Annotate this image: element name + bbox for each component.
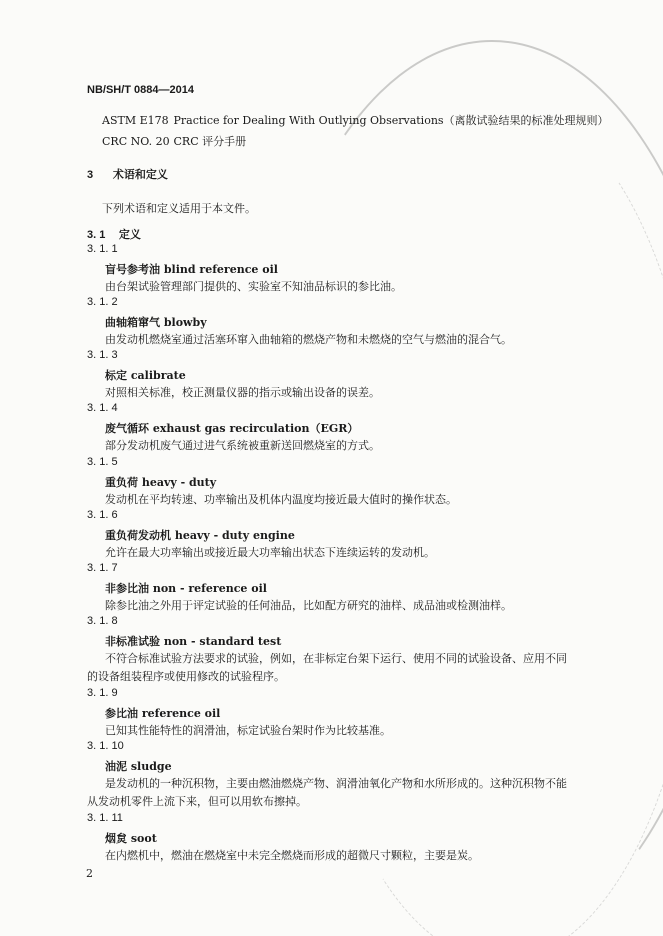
term-title: 重负荷 heavy - duty [105,476,217,489]
document-number: NB/SH/T 0884—2014 [87,84,194,96]
term-definition-continued: 的设备组装程序或使用修改的试验程序。 [87,670,285,683]
section-heading [87,166,168,182]
term-definition: 已知其性能特性的润滑油，标定试验台架时作为比较基准。 [105,724,391,737]
term-number: 3. 1. 4 [87,402,118,414]
term-definition: 允许在最大功率输出或接近最大功率输出状态下连续运转的发动机。 [105,546,435,559]
term-number: 3. 1. 8 [87,615,118,627]
term-number: 3. 1. 1 [87,243,118,255]
term-number: 3. 1. 6 [87,509,118,521]
reference-item [102,112,609,128]
term-definition: 由发动机燃烧室通过活塞环窜入曲轴箱的燃烧产物和未燃烧的空气与燃油的混合气。 [105,333,512,346]
term-definition: 部分发动机废气通过进气系统被重新送回燃烧室的方式。 [105,439,380,452]
term-number: 3. 1. 3 [87,349,118,361]
term-number: 3. 1. 2 [87,296,118,308]
reference-title: Practice for Dealing With Outlying Observations（离散试验结果的标准处理规则） [173,114,609,127]
clause-title: 定义 [118,228,141,241]
term-title: 非参比油 non - reference oil [105,582,267,595]
term-definition: 在内燃机中，燃油在燃烧室中未完全燃烧而形成的超微尺寸颗粒，主要是炭。 [105,849,479,862]
term-definition: 对照相关标准，校正测量仪器的指示或输出设备的误差。 [105,386,380,399]
section-title: 术语和定义 [112,168,168,181]
reference-code: CRC NO. 20 [102,135,170,148]
reference-item [102,133,246,149]
page-number: 2 [86,867,93,880]
term-definition-continued: 从发动机零件上流下来，但可以用软布擦掉。 [87,795,307,808]
term-title: 参比油 reference oil [105,707,221,720]
clause-heading [87,226,141,242]
term-title: 曲轴箱窜气 blowby [105,316,207,329]
section-intro: 下列术语和定义适用于本文件。 [102,202,256,215]
term-definition: 不符合标准试验方法要求的试验，例如，在非标定台架下运行、使用不同的试验设备、应用不同 [105,652,567,665]
term-title: 废气循环 exhaust gas recirculation（EGR） [105,422,359,435]
term-definition: 由台架试验管理部门提供的、实验室不知油品标识的参比油。 [105,280,402,293]
term-number: 3. 1. 9 [87,687,118,699]
term-definition: 发动机在平均转速、功率输出及机体内温度均接近最大值时的操作状态。 [105,493,457,506]
term-title: 重负荷发动机 heavy - duty engine [105,529,295,542]
term-title: 盲号参考油 blind reference oil [105,263,278,276]
term-title: 油泥 sludge [105,760,172,773]
term-definition: 是发动机的一种沉积物，主要由燃油燃烧产物、润滑油氧化产物和水所形成的。这种沉积物不能 [105,777,567,790]
term-title: 烟炱 soot [105,832,157,845]
reference-title: CRC 评分手册 [173,135,247,148]
term-number: 3. 1. 10 [87,740,124,752]
term-number: 3. 1. 7 [87,562,118,574]
term-definition: 除参比油之外用于评定试验的任何油品，比如配方研究的油样、成品油或检测油样。 [105,599,512,612]
term-number: 3. 1. 5 [87,456,118,468]
reference-code: ASTM E178 [102,114,169,127]
term-number: 3. 1. 11 [87,812,123,824]
term-title: 非标准试验 non - standard test [105,635,282,648]
clause-number: 3. 1 [87,229,106,241]
term-title: 标定 calibrate [105,369,186,382]
section-number: 3 [87,169,94,181]
